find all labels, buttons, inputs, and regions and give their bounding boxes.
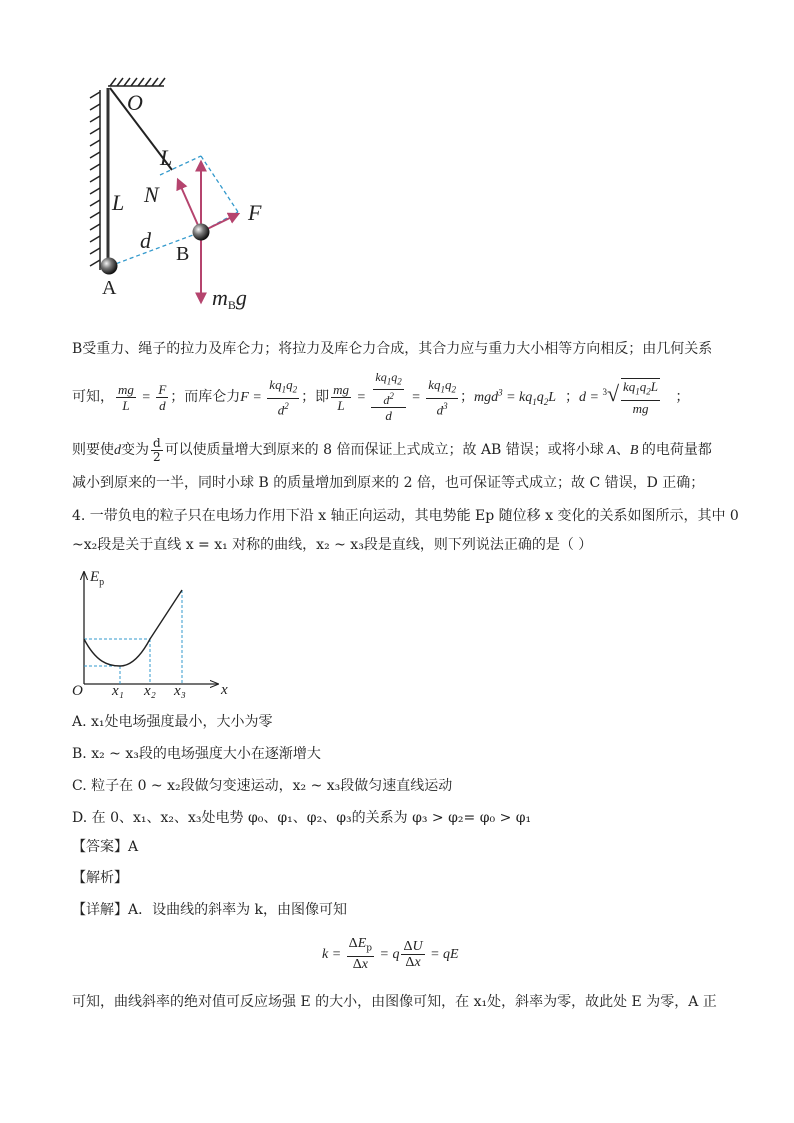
force-diagram: [80, 70, 310, 315]
graph-x2-label: x₂: [144, 683, 156, 699]
arrow-N: [178, 180, 201, 232]
label-F: F: [248, 200, 262, 225]
frac-d-over-2: $\frac{d}{2}$: [153, 435, 161, 464]
graph-dashed: [84, 590, 182, 684]
ball-B: [193, 224, 210, 241]
para1-line2-mid2: ；即: [301, 389, 330, 405]
label-O: O: [127, 90, 143, 115]
ball-A: [101, 258, 118, 275]
frac-coulomb: $\frac{kq_1q_2}{d^2}$: [269, 377, 298, 417]
frac-compound: $\frac{\frac{kq_1q_2}{d^2}}{d}$: [371, 371, 405, 422]
q4-option-d: D. 在 0、x₁、x₂、x₃处电势 φ₀、φ₁、φ₂、φ₃的关系为 φ₃ > φ₂= φ₀ > φ₁: [72, 810, 532, 826]
slope-equation: k = $\frac{\Delta E_p}{\Delta x}$ = q $\frac{\Delta U}{\Delta x}$ = qE: [322, 935, 459, 973]
ceiling-hatch: [108, 78, 165, 86]
para1-line3: 则要使d变为 $\frac{d}{2}$ 可以使质量增大到原来的 8 倍而保证上式成立；故 AB 错误；或将小球 A、B 的电荷量都: [72, 435, 712, 464]
label-L-side: L: [112, 190, 125, 215]
label-N: N: [144, 182, 159, 207]
frac-cuberoot: $\frac{kq_1q_2L}{mg}$: [623, 379, 659, 416]
ep-curve: [84, 590, 182, 666]
para1-line4: 减小到原来的一半，同时小球 B 的质量增加到原来的 2 倍，也可保证等式成立；故 C 错误，D 正确；: [72, 475, 705, 491]
frac-dU-dx: $\frac{\Delta U}{\Delta x}$: [403, 938, 423, 970]
graph-x-label: x: [221, 682, 228, 698]
graph-y-label: $E_p$: [90, 569, 105, 588]
detail-label: 【详解】: [72, 902, 128, 918]
para1-line2-mid3: ；: [459, 389, 474, 405]
q4-option-b: B. x₂ ~ x₃段的电场强度大小在逐渐增大: [72, 746, 321, 762]
q4-option-c: C. 粒子在 0 ~ x₂段做匀变速运动，x₂ ~ x₃段做匀速直线运动: [72, 778, 453, 794]
frac-mg-over-L-2: $\frac{mg}{L}$: [333, 381, 349, 413]
dashed-lines: [110, 156, 238, 266]
para1-line2-prefix: 可知，: [72, 389, 114, 405]
wall-hatch: [90, 90, 100, 270]
frac-dEp-dx: $\frac{\Delta E_p}{\Delta x}$: [348, 935, 373, 973]
q4-analysis-label: 【解析】: [72, 870, 128, 886]
para1-line2: 可知， $\frac{mg}{L}$ = $\frac{F}{d}$ ；而库仑力F = $\frac{kq_1q_2}{d^2}$ ；即 $\frac{mg}{L}$ = $\frac{\frac{kq_1q_2}{d^2}}{d}$ = $\frac{kq_1q_2}{d^3}$ ；$mgd^3 = kq_1q_2L$ ；d = $^3$√ $\frac{kq_1q_2L}{mg}$ ；: [72, 370, 690, 423]
para1-line2-end: ；: [675, 389, 690, 405]
answer-label: 【答案】: [72, 839, 128, 855]
label-A: A: [102, 277, 117, 299]
q4-detail: [72, 901, 347, 919]
graph-x3-label: x₃: [174, 683, 186, 699]
q4-stem-line2: ~x₂段是关于直线 x = x₁ 对称的曲线，x₂ ~ x₃段是直线，则下列说法正确的是（ ）: [72, 537, 593, 553]
label-B: B: [176, 243, 190, 265]
graph-x1-label: x₁: [112, 683, 124, 699]
q4-answer: [72, 838, 138, 856]
answer-value: A: [128, 839, 139, 855]
label-mBg: mBg: [212, 285, 247, 312]
frac-F-over-d: $\frac{F}{d}$: [158, 381, 167, 413]
frac-mg-over-L: $\frac{mg}{L}$: [118, 381, 134, 413]
para1-line2-mid1: ；而库仑力: [170, 389, 241, 405]
detail-text: A．设曲线的斜率为 k，由图像可知: [128, 902, 348, 918]
para1-line2-mid4: ；: [564, 389, 579, 405]
para1-line1: B受重力、绳子的拉力及库仑力；将拉力及库仑力合成，其合力应与重力大小相等方向相反；由几何关系: [72, 341, 713, 357]
label-d: d: [140, 228, 151, 253]
q4-option-a: A. x₁处电场强度最小，大小为零: [72, 714, 273, 730]
ep-graph: [68, 562, 243, 702]
label-L-rope: L: [160, 145, 173, 170]
q4-stem-line1: 4. 一带负电的粒子只在电场力作用下沿 x 轴正向运动，其电势能 Ep 随位移 x 变化的关系如图所示，其中 0: [72, 508, 739, 524]
graph-origin: O: [72, 683, 83, 699]
frac-d3: $\frac{kq_1q_2}{d^3}$: [428, 377, 456, 417]
q4-conclusion: 可知，曲线斜率的绝对值可反应场强 E 的大小，由图像可知，在 x₁处，斜率为零，故此处 E 为零，A 正: [72, 994, 717, 1010]
